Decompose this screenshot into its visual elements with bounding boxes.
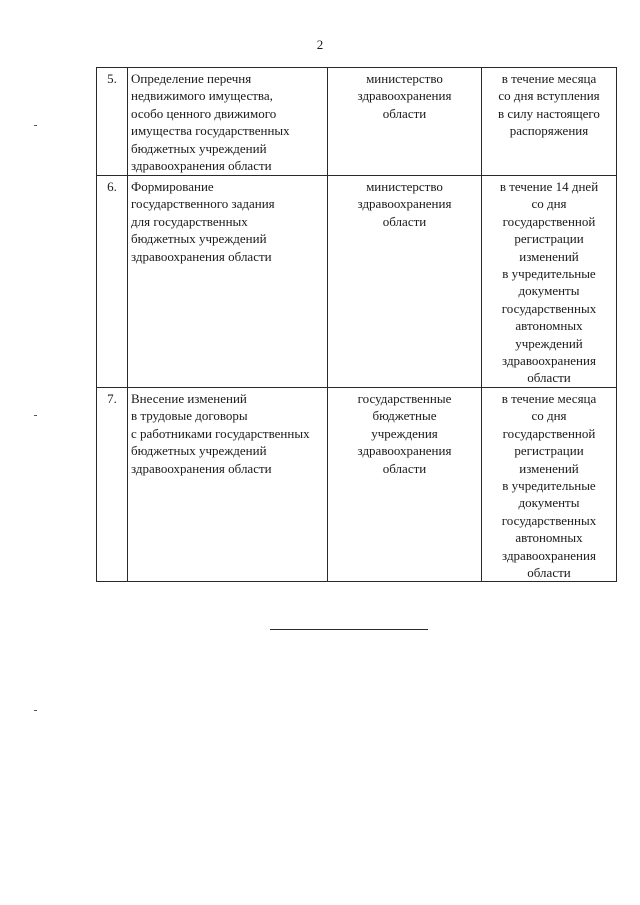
deadline-text: в течение месяца со дня государственной регистрации изменений в учредительные документы государственных автономных здравоохранения области	[501, 390, 597, 580]
deadline-cell	[482, 387, 617, 581]
executor-text: министерство здравоохранения области	[357, 71, 452, 121]
action-cell	[128, 68, 328, 176]
executor-cell	[328, 68, 482, 176]
row-number-cell	[97, 176, 128, 388]
row-number: 7.	[107, 390, 117, 406]
action-text: Формирование государственного задания для государственных бюджетных учреждений здравоохранения области	[131, 179, 275, 264]
row-number: 6.	[107, 179, 117, 194]
action-text: Внесение изменений в трудовые договоры с работниками государственных бюджетных учреждений здравоохранения области	[131, 390, 310, 476]
scan-artifact-mark	[34, 415, 37, 416]
scan-artifact-mark	[34, 125, 37, 126]
table-row	[97, 176, 617, 388]
action-text: Определение перечня недвижимого имущества, особо ценного движимого имущества государственных бюджетных учреждений здравоохранения области	[131, 71, 290, 174]
action-cell	[128, 176, 328, 388]
deadline-cell	[482, 68, 617, 176]
executor-cell	[328, 387, 482, 581]
scan-artifact-mark	[34, 710, 37, 711]
executor-text: государственные бюджетные учреждения здравоохранения области	[357, 390, 452, 476]
row-number-cell	[97, 68, 128, 176]
deadline-cell	[482, 176, 617, 388]
table-row	[97, 68, 617, 176]
row-number: 5.	[107, 71, 117, 86]
table-row	[97, 387, 617, 581]
page-number: 2	[316, 37, 324, 52]
deadline-text: в течение 14 дней со дня государственной регистрации изменений в учредительные документы государственных автономных учреждений здравоохранения области	[499, 179, 599, 386]
row-number-cell	[97, 387, 128, 581]
measures-table	[96, 67, 617, 582]
executor-cell	[328, 176, 482, 388]
deadline-text: в течение месяца со дня вступления в силу настоящего распоряжения	[498, 71, 600, 139]
document-end-divider	[270, 629, 428, 630]
executor-text: министерство здравоохранения области	[357, 179, 452, 229]
action-cell	[128, 387, 328, 581]
